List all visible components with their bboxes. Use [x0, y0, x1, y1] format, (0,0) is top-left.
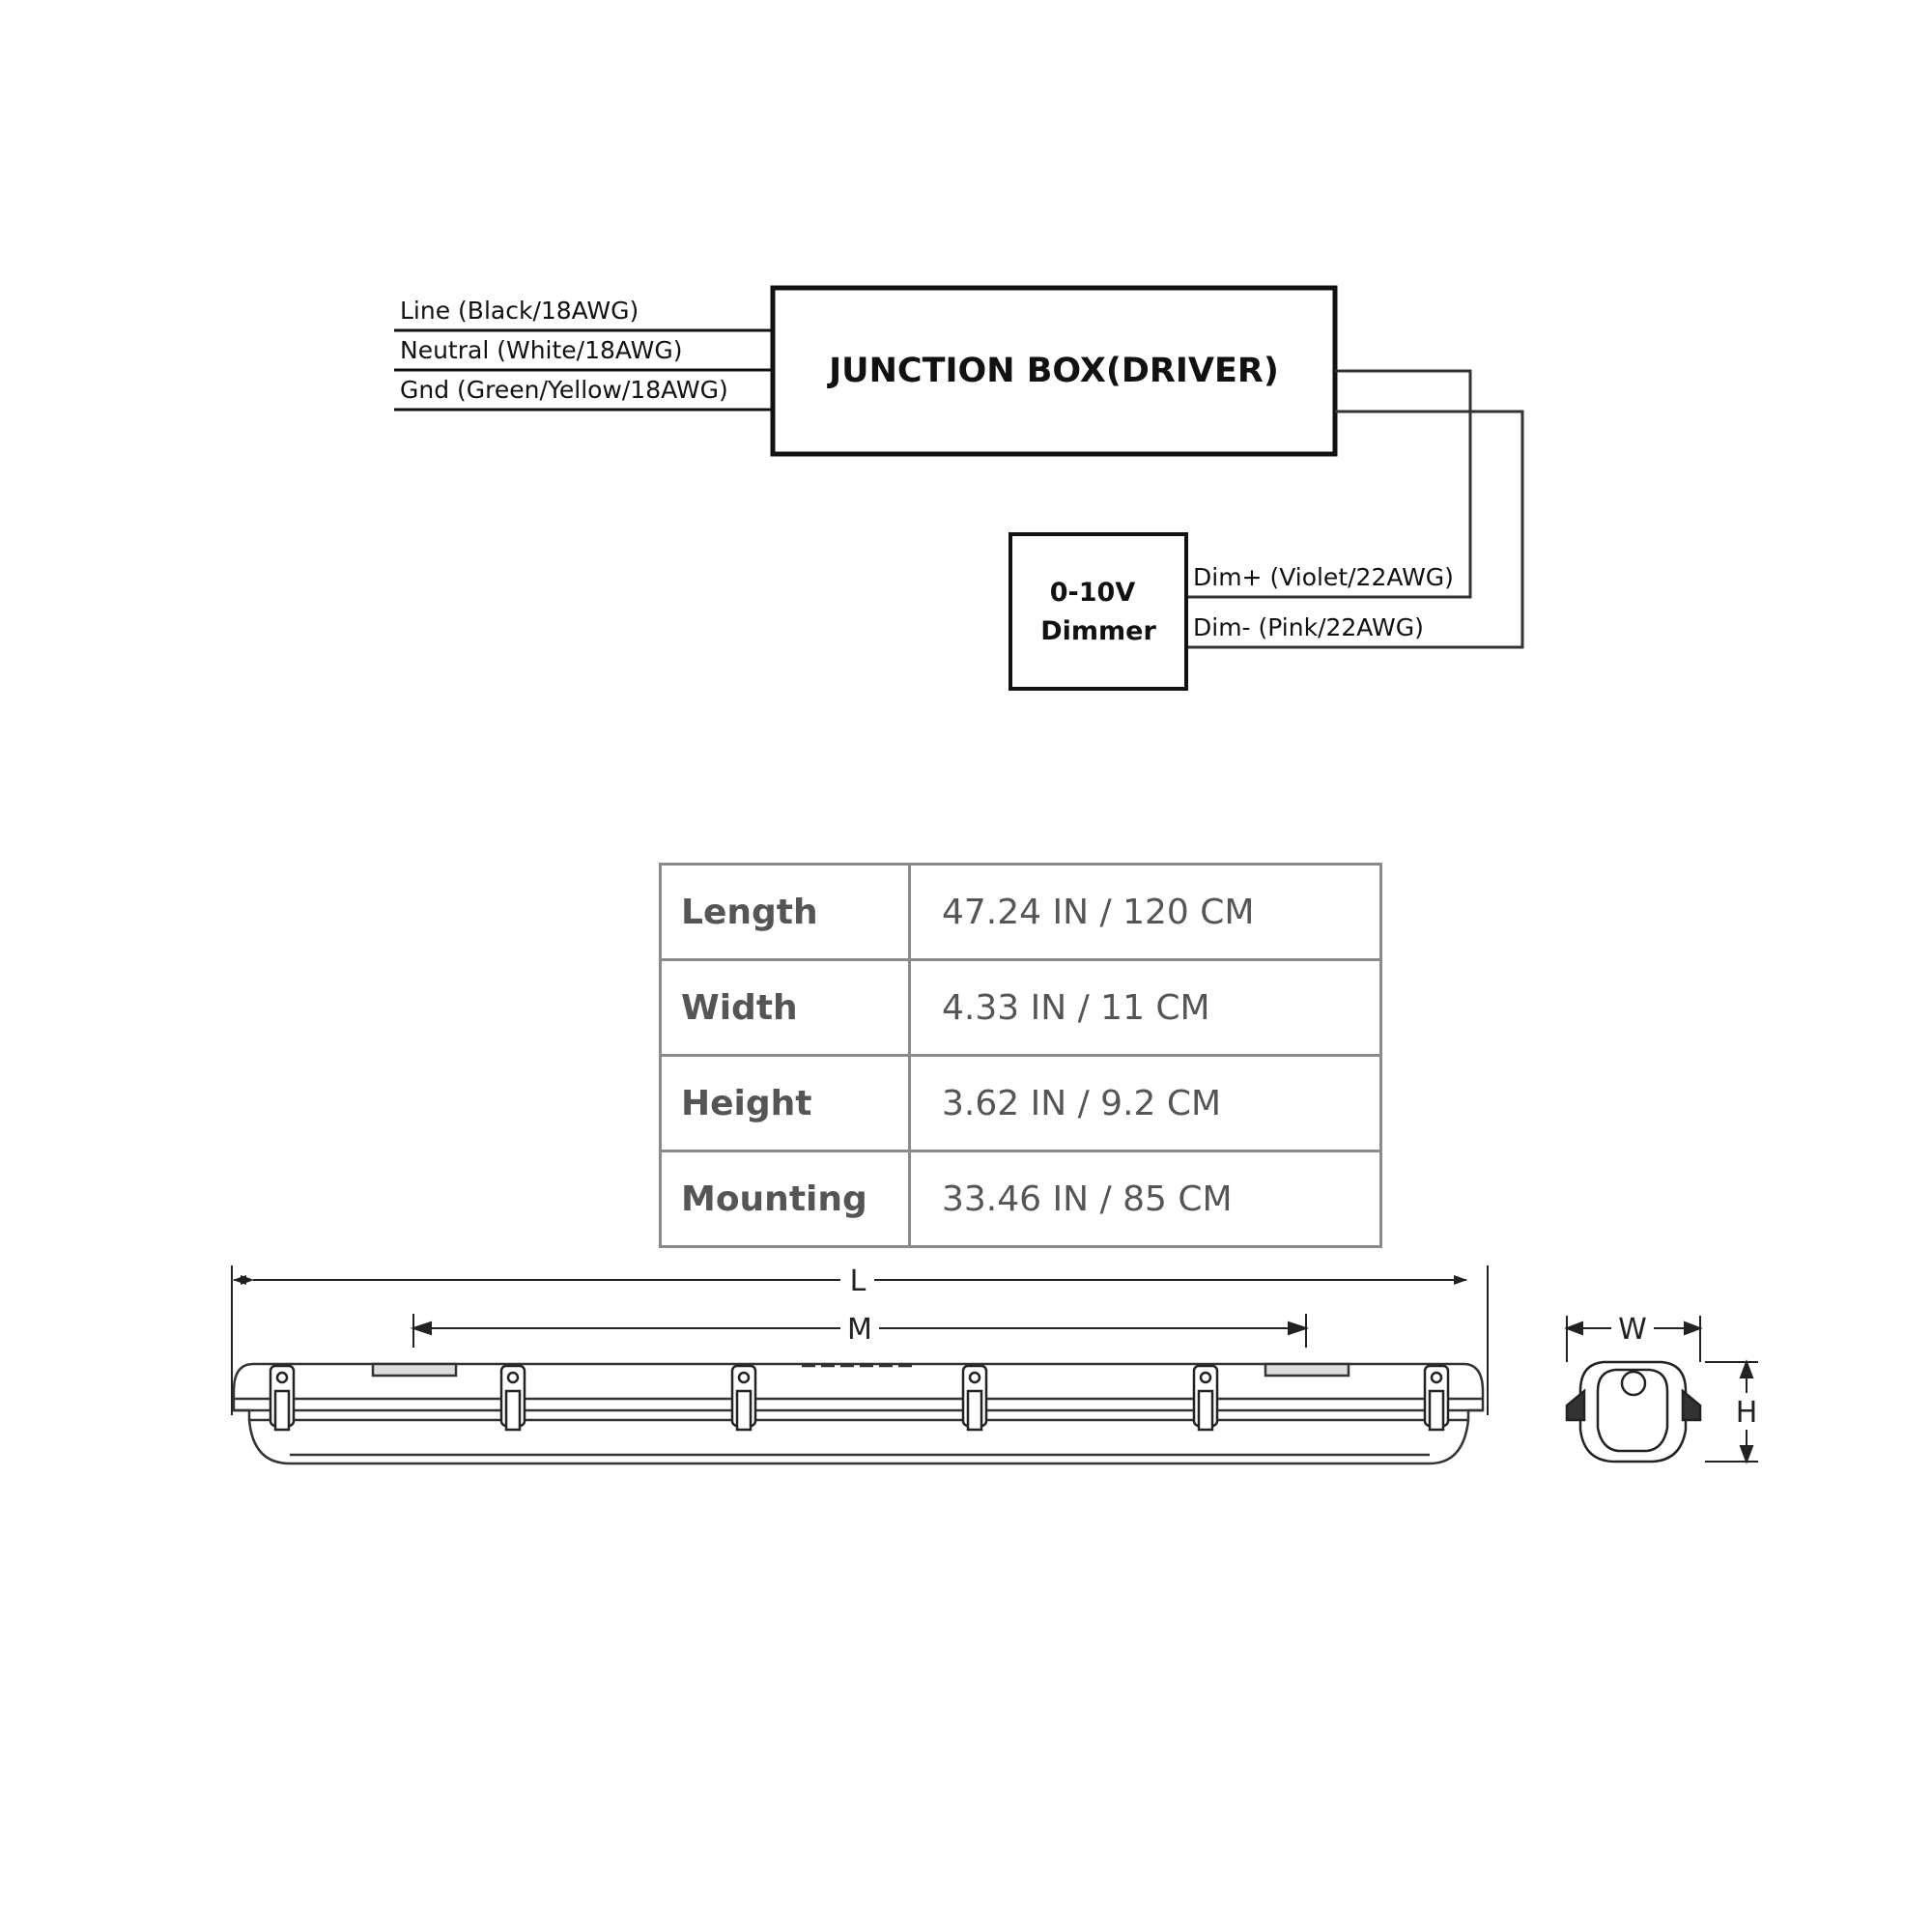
dimmer-label-line2: Dimmer — [1040, 616, 1156, 646]
dimmer-box — [1010, 534, 1186, 689]
specifications-table — [659, 863, 1382, 1248]
spec-value: 47.24 IN / 120 CM — [910, 865, 1381, 960]
length-label: L — [849, 1264, 867, 1298]
spec-value: 3.62 IN / 9.2 CM — [910, 1056, 1381, 1151]
spec-name: Height — [661, 1056, 910, 1151]
width-label: W — [1618, 1313, 1647, 1347]
dim-plus-label: Dim+ (Violet/22AWG) — [1193, 563, 1454, 591]
spec-value: 33.46 IN / 85 CM — [910, 1151, 1381, 1247]
dim-minus-label: Dim- (Pink/22AWG) — [1193, 613, 1424, 641]
table-row — [661, 1151, 1381, 1247]
table-row — [661, 1056, 1381, 1151]
fixture-side-view — [234, 1364, 1483, 1463]
junction-box-label: JUNCTION BOX(DRIVER) — [829, 352, 1279, 390]
ground-wire-label: Gnd (Green/Yellow/18AWG) — [400, 376, 728, 404]
height-label: H — [1735, 1396, 1758, 1430]
spec-name: Width — [661, 960, 910, 1056]
table-row — [661, 960, 1381, 1056]
fixture-end-view — [1567, 1362, 1700, 1462]
line-wire-label: Line (Black/18AWG) — [400, 297, 639, 325]
spec-name: Length — [661, 865, 910, 960]
spec-name: Mounting — [661, 1151, 910, 1247]
neutral-wire-label: Neutral (White/18AWG) — [400, 336, 683, 364]
table-row — [661, 865, 1381, 960]
dimmer-label-line1: 0-10V — [1049, 578, 1136, 608]
mounting-label: M — [847, 1313, 872, 1347]
spec-value: 4.33 IN / 11 CM — [910, 960, 1381, 1056]
